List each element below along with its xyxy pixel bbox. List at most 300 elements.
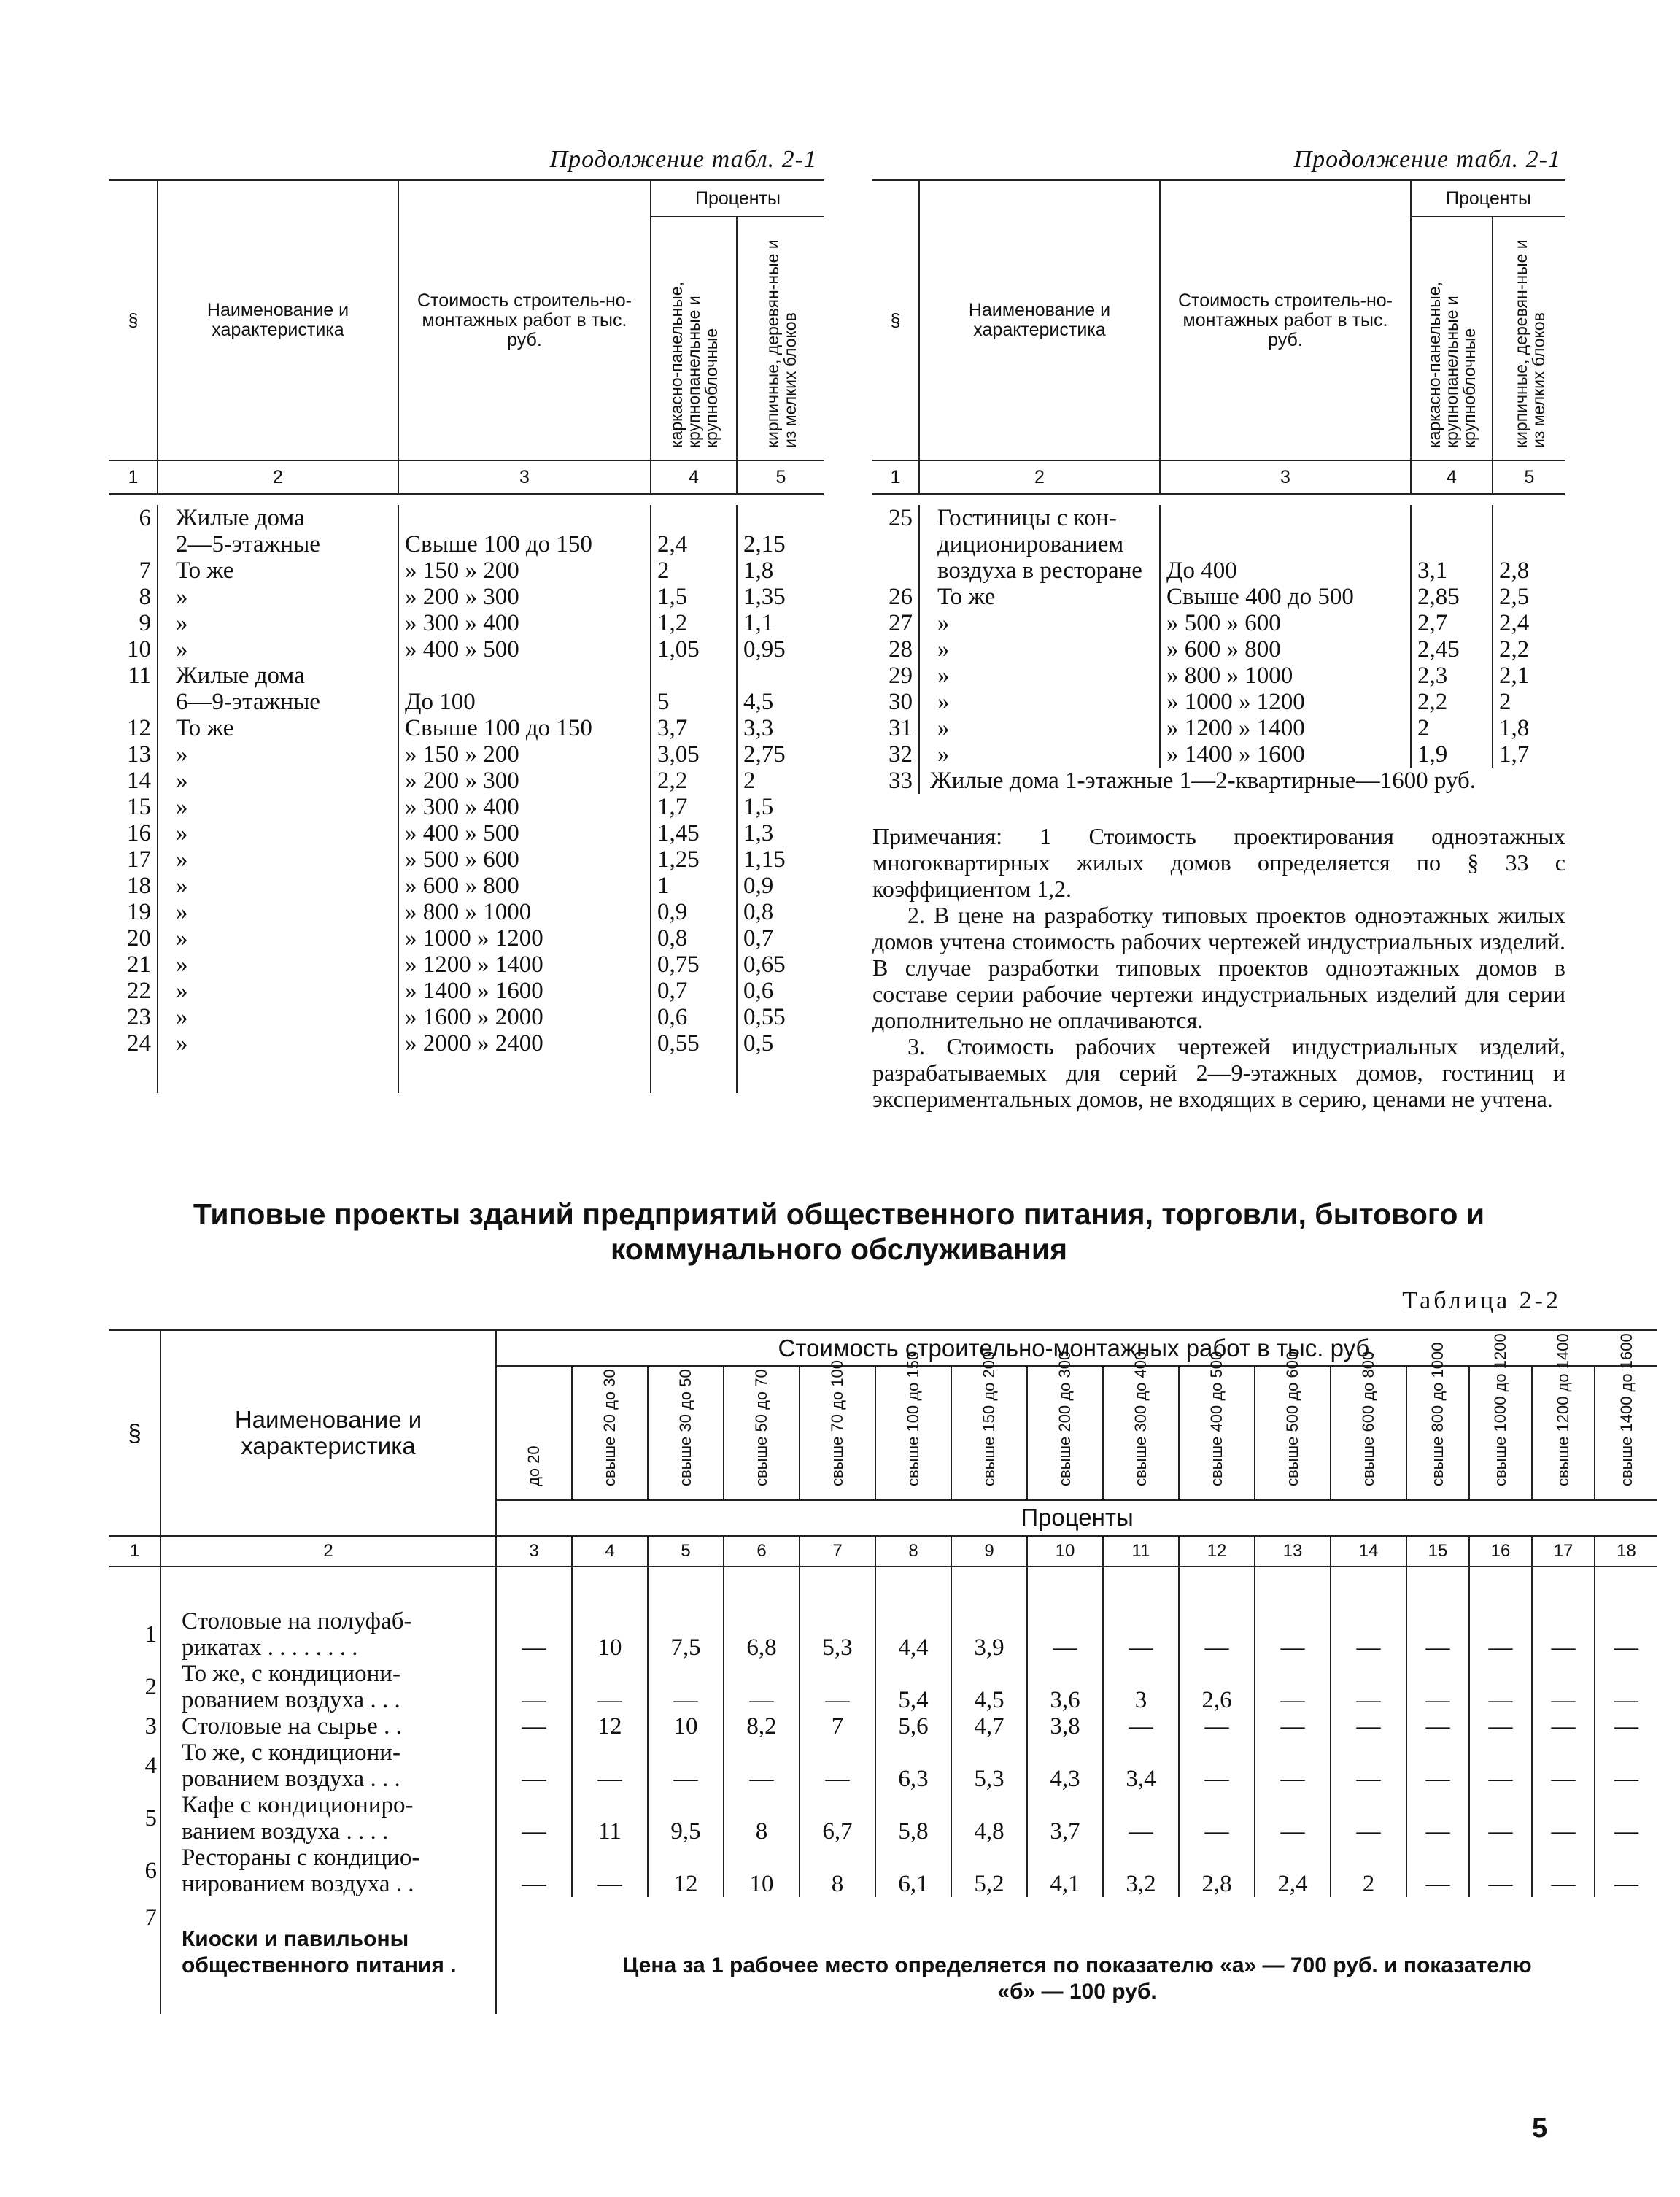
row-cost: » 600 » 800	[398, 873, 651, 899]
row-value-a: 2,4	[651, 531, 737, 557]
row-section: 6	[109, 1845, 160, 1897]
row-value: 4,5	[951, 1661, 1027, 1713]
row-value: —	[1614, 1687, 1638, 1713]
row-cost: » 1600 » 2000	[398, 1004, 651, 1030]
row-value: —	[1255, 1792, 1331, 1845]
table-row	[109, 715, 824, 741]
row-value-a: 1,5	[651, 584, 737, 610]
row-section: 31	[872, 715, 919, 741]
row-value: —	[1331, 1713, 1406, 1740]
row-name-line-2: рикатах . . . . . . . .	[182, 1634, 358, 1661]
col-number-label: 4	[651, 460, 737, 494]
row-value: —	[1469, 1661, 1532, 1713]
row-value: 5,4	[875, 1661, 951, 1713]
row-value: —	[1469, 1608, 1532, 1661]
note-3: 3. Стоимость рабочих чертежей индустриальных изделий, разрабатываемых для серий 2—9-этажных домов, гостиниц и экспериментальных домов, не входящих в серию, ценами не учтена.	[872, 1033, 1565, 1112]
row-section: 20	[109, 925, 158, 951]
row-value: 4,8	[951, 1792, 1027, 1845]
row-value-b	[1493, 531, 1565, 557]
row-value: —	[1532, 1792, 1595, 1845]
row-name: »	[158, 951, 398, 978]
row-value: 8	[800, 1845, 875, 1897]
row-value-b	[737, 505, 824, 531]
row-7-note-line-1: Цена за 1 рабочее место определяется по показателю «а» — 700 руб. и показателю	[622, 1953, 1532, 1977]
cost-range-header: свыше 1000 до 1200	[1491, 1333, 1509, 1487]
row-value-a	[1411, 531, 1493, 557]
row-33-section: 33	[889, 768, 913, 794]
table-2-1-right	[872, 179, 1565, 794]
table-row	[109, 1004, 824, 1030]
row-value: —	[1103, 1608, 1179, 1661]
row-value: —	[1103, 1792, 1179, 1845]
row-name: То же	[919, 584, 1160, 610]
row-value: —	[1179, 1792, 1255, 1845]
col-number-label: 2	[158, 460, 398, 494]
row-value: —	[1614, 1766, 1638, 1792]
cost-range-header: свыше 500 до 600	[1283, 1351, 1301, 1487]
cost-range-header: свыше 30 до 50	[676, 1369, 694, 1487]
table-row	[872, 584, 1565, 610]
row-name: »	[919, 663, 1160, 689]
row-section	[872, 531, 919, 557]
row-cost: » 1400 » 1600	[1160, 741, 1411, 768]
row-value: —	[496, 1713, 572, 1740]
row-value-a: 0,55	[651, 1030, 737, 1057]
section-heading	[109, 1197, 1568, 1267]
row-value: 6,1	[875, 1845, 951, 1897]
row-cost: » 1000 » 1200	[1160, 689, 1411, 715]
row-value: —	[1331, 1661, 1406, 1713]
col-name-header: Наименование и характеристика	[160, 1330, 496, 1536]
row-cost: » 800 » 1000	[1160, 663, 1411, 689]
row-name: То же	[158, 557, 398, 584]
row-value-b	[737, 663, 824, 689]
table-notes	[872, 823, 1565, 1112]
row-name: »	[919, 715, 1160, 741]
col-number-label: 1	[109, 460, 158, 494]
row-value: 10	[648, 1713, 724, 1740]
cost-range-header: свыше 1400 до 1600	[1617, 1333, 1636, 1487]
row-name: »	[158, 978, 398, 1004]
row-value: 4,3	[1027, 1740, 1103, 1792]
row-name: Гостиницы с кон-	[919, 505, 1160, 531]
row-value-a	[651, 505, 737, 531]
row-value: —	[1331, 1608, 1406, 1661]
row-value: 12	[572, 1713, 648, 1740]
row-value-a: 0,9	[651, 899, 737, 925]
row-section: 29	[872, 663, 919, 689]
row-value-a: 2,7	[1411, 610, 1493, 636]
row-value-b: 0,6	[743, 978, 774, 1004]
row-value-a: 1	[651, 873, 737, 899]
row-name: »	[158, 610, 398, 636]
row-value-b: 4,5	[743, 689, 774, 715]
col-number-label: 4	[572, 1536, 648, 1567]
row-7-note-line-2: «б» — 100 руб.	[997, 1980, 1157, 2004]
row-name: Жилые дома	[158, 663, 398, 689]
row-section: 7	[109, 557, 158, 584]
row-section: 30	[872, 689, 919, 715]
col-number-label: 14	[1331, 1536, 1406, 1567]
row-value: 5,2	[951, 1845, 1027, 1897]
row-value-a: 2	[1411, 715, 1493, 741]
row-name	[160, 1713, 496, 1740]
row-value: 4,7	[951, 1713, 1027, 1740]
row-value: —	[800, 1661, 875, 1713]
col-cost-header: Стоимость строитель-но-монтажных работ в тыс. руб.	[398, 180, 651, 460]
row-name	[160, 1608, 496, 1661]
row-cost	[398, 505, 651, 531]
row-section: 26	[872, 584, 919, 610]
row-section: 17	[109, 846, 158, 873]
col-number-label: 3	[398, 460, 651, 494]
row-value: 6,7	[800, 1792, 875, 1845]
row-value-a: 2,3	[1411, 663, 1493, 689]
row-cost: » 150 » 200	[398, 557, 651, 584]
row-value-b: 2,1	[1499, 663, 1530, 689]
row-section	[872, 557, 919, 584]
row-cost: » 800 » 1000	[398, 899, 651, 925]
row-value-a: 1,7	[651, 794, 737, 820]
row-value-b: 0,55	[743, 1004, 786, 1030]
table-row	[872, 610, 1565, 636]
row-cost: » 1400 » 1600	[398, 978, 651, 1004]
row-name-line-1: Кафе с кондициониро-	[182, 1792, 414, 1818]
row-value: 3,7	[1027, 1792, 1103, 1845]
row-name-line-2: рованием воздуха . . .	[182, 1687, 400, 1713]
row-name: »	[919, 610, 1160, 636]
row-section: 19	[109, 899, 158, 925]
row-value: —	[1406, 1661, 1469, 1713]
row-name-line-2: общественного питания .	[182, 1953, 457, 1977]
col-number-label: 16	[1469, 1536, 1532, 1567]
row-value-b: 0,8	[743, 899, 774, 925]
table-row	[109, 610, 824, 636]
cost-range-header: до 20	[524, 1445, 543, 1487]
row-section: 10	[109, 636, 158, 663]
row-value: 8,2	[724, 1713, 800, 1740]
row-value-a: 1,05	[651, 636, 737, 663]
row-section: 12	[109, 715, 158, 741]
row-name: То же	[158, 715, 398, 741]
row-value-b: 0,7	[743, 925, 774, 951]
row-value: 3,8	[1027, 1713, 1103, 1740]
row-value-a: 2,2	[1411, 689, 1493, 715]
row-value: 8	[724, 1792, 800, 1845]
row-value-a: 5	[651, 689, 737, 715]
row-value-b: 0,95	[743, 636, 786, 663]
row-7-note	[496, 1897, 1657, 2014]
row-value: —	[496, 1740, 572, 1792]
cost-range-header: свыше 200 до 300	[1056, 1351, 1074, 1487]
row-value: 2,4	[1255, 1845, 1331, 1897]
cost-range-header: свыше 400 до 500	[1207, 1351, 1226, 1487]
row-value: 5,3	[951, 1740, 1027, 1792]
row-cost: » 500 » 600	[398, 846, 651, 873]
table-row	[109, 1740, 1657, 1792]
table-2-1-left	[109, 179, 824, 1093]
cost-header: Стоимость строительно-монтажных работ в тыс. руб.	[496, 1330, 1657, 1366]
row-value-b: 1,5	[743, 794, 774, 820]
col-a-header: каркасно-панельные, крупнопанельные и крупноблочные	[1425, 282, 1479, 448]
col-number-label: 5	[737, 460, 824, 494]
row-value-a: 2,45	[1411, 636, 1493, 663]
row-name: »	[158, 899, 398, 925]
cost-range-header: свыше 1200 до 1400	[1554, 1333, 1572, 1487]
row-value: 7	[800, 1713, 875, 1740]
cost-range-header: свыше 100 до 150	[904, 1351, 922, 1487]
row-name	[160, 1740, 496, 1792]
table-row	[109, 636, 824, 663]
row-value: —	[1179, 1608, 1255, 1661]
row-value-b: 0,5	[743, 1030, 774, 1057]
row-value: 11	[572, 1792, 648, 1845]
row-value: —	[1532, 1740, 1595, 1792]
table-row	[109, 820, 824, 846]
row-name: »	[158, 846, 398, 873]
table-row	[109, 505, 824, 531]
row-section: 15	[109, 794, 158, 820]
note-1: Примечания: 1 Стоимость проектирования одноэтажных многоквартирных жилых домов определяется по § 33 с коэффициентом 1,2.	[872, 823, 1565, 902]
row-value-a: 2,2	[651, 768, 737, 794]
row-value: 7,5	[648, 1608, 724, 1661]
col-number-label: 3	[496, 1536, 572, 1567]
row-value: —	[1179, 1713, 1255, 1740]
row-name: диционированием	[919, 531, 1160, 557]
col-number-label: 5	[1493, 460, 1565, 494]
cost-range-header: свыше 50 до 70	[752, 1369, 770, 1487]
row-value: —	[1469, 1740, 1532, 1792]
row-name	[160, 1845, 496, 1897]
continuation-title-right: Продолжение табл. 2-1	[1293, 146, 1561, 173]
col-number-label: 6	[724, 1536, 800, 1567]
row-value-b: 2,75	[743, 741, 786, 768]
row-name: »	[158, 768, 398, 794]
row-value: 10	[724, 1845, 800, 1897]
table-row	[109, 978, 824, 1004]
table-2-2	[109, 1329, 1657, 2014]
row-name: »	[158, 873, 398, 899]
row-value: —	[1406, 1792, 1469, 1845]
table-row	[109, 1845, 1657, 1897]
row-value-b: 2	[1499, 689, 1511, 715]
row-value: —	[1614, 1634, 1638, 1661]
row-name-line-1: То же, с кондициони-	[182, 1740, 400, 1766]
row-value-a: 3,7	[651, 715, 737, 741]
row-33-text: Жилые дома 1-этажные 1—2-квартирные—1600 руб.	[919, 768, 1565, 794]
row-value: —	[1406, 1608, 1469, 1661]
row-name	[160, 1897, 496, 2014]
row-cost	[1160, 505, 1411, 531]
table-row	[109, 846, 824, 873]
row-value-b: 1,1	[743, 610, 774, 636]
row-value: —	[1406, 1740, 1469, 1792]
row-section: 28	[872, 636, 919, 663]
row-value: —	[1614, 1713, 1638, 1740]
row-value: 3,2	[1103, 1845, 1179, 1897]
row-name: »	[919, 636, 1160, 663]
row-value: —	[1469, 1713, 1532, 1740]
row-section: 11	[109, 663, 158, 689]
col-number-label: 1	[872, 460, 919, 494]
row-value: —	[1027, 1608, 1103, 1661]
row-value: —	[1469, 1792, 1532, 1845]
row-value-b	[1493, 505, 1565, 531]
row-section: 5	[109, 1792, 160, 1845]
col-cost-header: Стоимость строитель-но-монтажных работ в тыс. руб.	[1160, 180, 1411, 460]
row-value: —	[648, 1740, 724, 1792]
row-cost: » 300 » 400	[398, 610, 651, 636]
table-row	[109, 951, 824, 978]
row-section: 16	[109, 820, 158, 846]
row-cost	[1160, 531, 1411, 557]
row-cost: » 2000 » 2400	[398, 1030, 651, 1057]
row-name-line-1: Рестораны с кондицио-	[182, 1845, 420, 1871]
row-name: »	[158, 636, 398, 663]
row-value-b: 1,15	[743, 846, 786, 873]
row-cost: » 400 » 500	[398, 820, 651, 846]
row-value: 3,6	[1027, 1661, 1103, 1713]
row-name	[160, 1792, 496, 1845]
col-number-label: 9	[951, 1536, 1027, 1567]
row-section: 13	[109, 741, 158, 768]
row-value-b: 1,8	[1499, 715, 1530, 741]
table-row	[109, 689, 824, 715]
row-value-b: 1,3	[743, 820, 774, 846]
table-row	[872, 663, 1565, 689]
col-number-label: 3	[1160, 460, 1411, 494]
row-value-b: 2	[743, 768, 756, 794]
row-name-line-1: Столовые на полуфаб-	[182, 1608, 412, 1634]
row-value-a: 1,9	[1411, 741, 1493, 768]
row-name: Жилые дома	[158, 505, 398, 531]
table-row	[872, 531, 1565, 557]
note-2: 2. В цене на разработку типовых проектов одноэтажных жилых домов учтена стоимость рабочих чертежей индустриальных изделий. В случае разработки типовых проектов одноэтажных домов в составе серии рабочие чертежи индустриальных изделий для серии дополнительно не оплачиваются.	[872, 902, 1565, 1033]
table-row	[109, 768, 824, 794]
row-name: »	[919, 741, 1160, 768]
col-number-label: 17	[1532, 1536, 1595, 1567]
row-value-b: 3,3	[743, 715, 774, 741]
row-name-line-1: Столовые на сырье . .	[182, 1713, 402, 1740]
row-section: 6	[109, 505, 158, 531]
row-value-b: 2,5	[1499, 584, 1530, 610]
row-value: —	[496, 1792, 572, 1845]
row-cost: » 1000 » 1200	[398, 925, 651, 951]
row-name: 2—5-этажные	[158, 531, 398, 557]
row-value: 2,8	[1179, 1845, 1255, 1897]
row-cost: » 1200 » 1400	[398, 951, 651, 978]
row-value-a	[651, 663, 737, 689]
col-number-label: 15	[1406, 1536, 1469, 1567]
row-value: —	[1532, 1713, 1595, 1740]
row-value: —	[1179, 1740, 1255, 1792]
row-name: »	[919, 689, 1160, 715]
col-number-label: 5	[648, 1536, 724, 1567]
col-number-label: 7	[800, 1536, 875, 1567]
row-section	[109, 531, 158, 557]
table-row	[109, 1792, 1657, 1845]
row-value: 12	[648, 1845, 724, 1897]
row-section: 25	[872, 505, 919, 531]
row-value: 9,5	[648, 1792, 724, 1845]
col-number-label: 4	[1411, 460, 1493, 494]
row-cost: До 100	[398, 689, 651, 715]
row-value: —	[1469, 1845, 1532, 1897]
row-value: —	[1614, 1818, 1638, 1845]
row-section: 4	[109, 1740, 160, 1792]
row-value: 10	[572, 1608, 648, 1661]
table-row	[109, 531, 824, 557]
row-value-a: 3,05	[651, 741, 737, 768]
row-value: —	[572, 1661, 648, 1713]
percent-header: Проценты	[496, 1500, 1657, 1536]
row-value: —	[1255, 1661, 1331, 1713]
row-section: 22	[109, 978, 158, 1004]
col-b-header: кирпичные, деревян-ные и из мелких блоков	[762, 239, 800, 448]
col-section-header: §	[109, 180, 158, 460]
row-value-b: 2,15	[743, 531, 786, 557]
table-row	[109, 557, 824, 584]
col-number-label: 2	[160, 1536, 496, 1567]
row-cost: » 500 » 600	[1160, 610, 1411, 636]
row-cost: Свыше 100 до 150	[398, 715, 651, 741]
row-section: 3	[109, 1713, 160, 1740]
row-name: »	[158, 1004, 398, 1030]
col-number-label: 18	[1595, 1536, 1657, 1567]
row-value-a: 1,2	[651, 610, 737, 636]
row-value: 2,6	[1179, 1661, 1255, 1713]
table-row	[872, 636, 1565, 663]
table-row	[109, 1661, 1657, 1713]
row-value: —	[1331, 1740, 1406, 1792]
row-value: 3,9	[951, 1608, 1027, 1661]
row-value-a: 0,7	[651, 978, 737, 1004]
row-value: —	[1406, 1713, 1469, 1740]
row-value: 3	[1103, 1661, 1179, 1713]
row-name-line-2: ванием воздуха . . . .	[182, 1818, 389, 1845]
row-value-a	[1411, 505, 1493, 531]
row-section	[109, 689, 158, 715]
table-row	[109, 899, 824, 925]
row-value: —	[1406, 1845, 1469, 1897]
row-value: —	[1255, 1713, 1331, 1740]
row-value-b: 2,4	[1499, 610, 1530, 636]
col-number-label: 1	[109, 1536, 160, 1567]
row-value: —	[572, 1845, 648, 1897]
table-row	[109, 794, 824, 820]
col-b-header: кирпичные, деревян-ные и из мелких блоков	[1511, 239, 1548, 448]
row-cost: » 1200 » 1400	[1160, 715, 1411, 741]
row-cost: До 400	[1160, 557, 1411, 584]
col-number-label: 13	[1255, 1536, 1331, 1567]
row-value: —	[724, 1740, 800, 1792]
row-name: »	[158, 820, 398, 846]
table-row	[109, 663, 824, 689]
row-value: 4,4	[875, 1608, 951, 1661]
row-value: 5,8	[875, 1792, 951, 1845]
row-value-b: 2,2	[1499, 636, 1530, 663]
cost-range-header: свыше 300 до 400	[1131, 1351, 1150, 1487]
row-value-a: 0,6	[651, 1004, 737, 1030]
table-row	[872, 505, 1565, 531]
row-section: 23	[109, 1004, 158, 1030]
row-cost: » 600 » 800	[1160, 636, 1411, 663]
col-percent-header: Проценты	[651, 180, 824, 217]
row-value: —	[1532, 1845, 1595, 1897]
table-row	[109, 1713, 1657, 1740]
row-value: 3,4	[1103, 1740, 1179, 1792]
row-value: —	[1255, 1608, 1331, 1661]
